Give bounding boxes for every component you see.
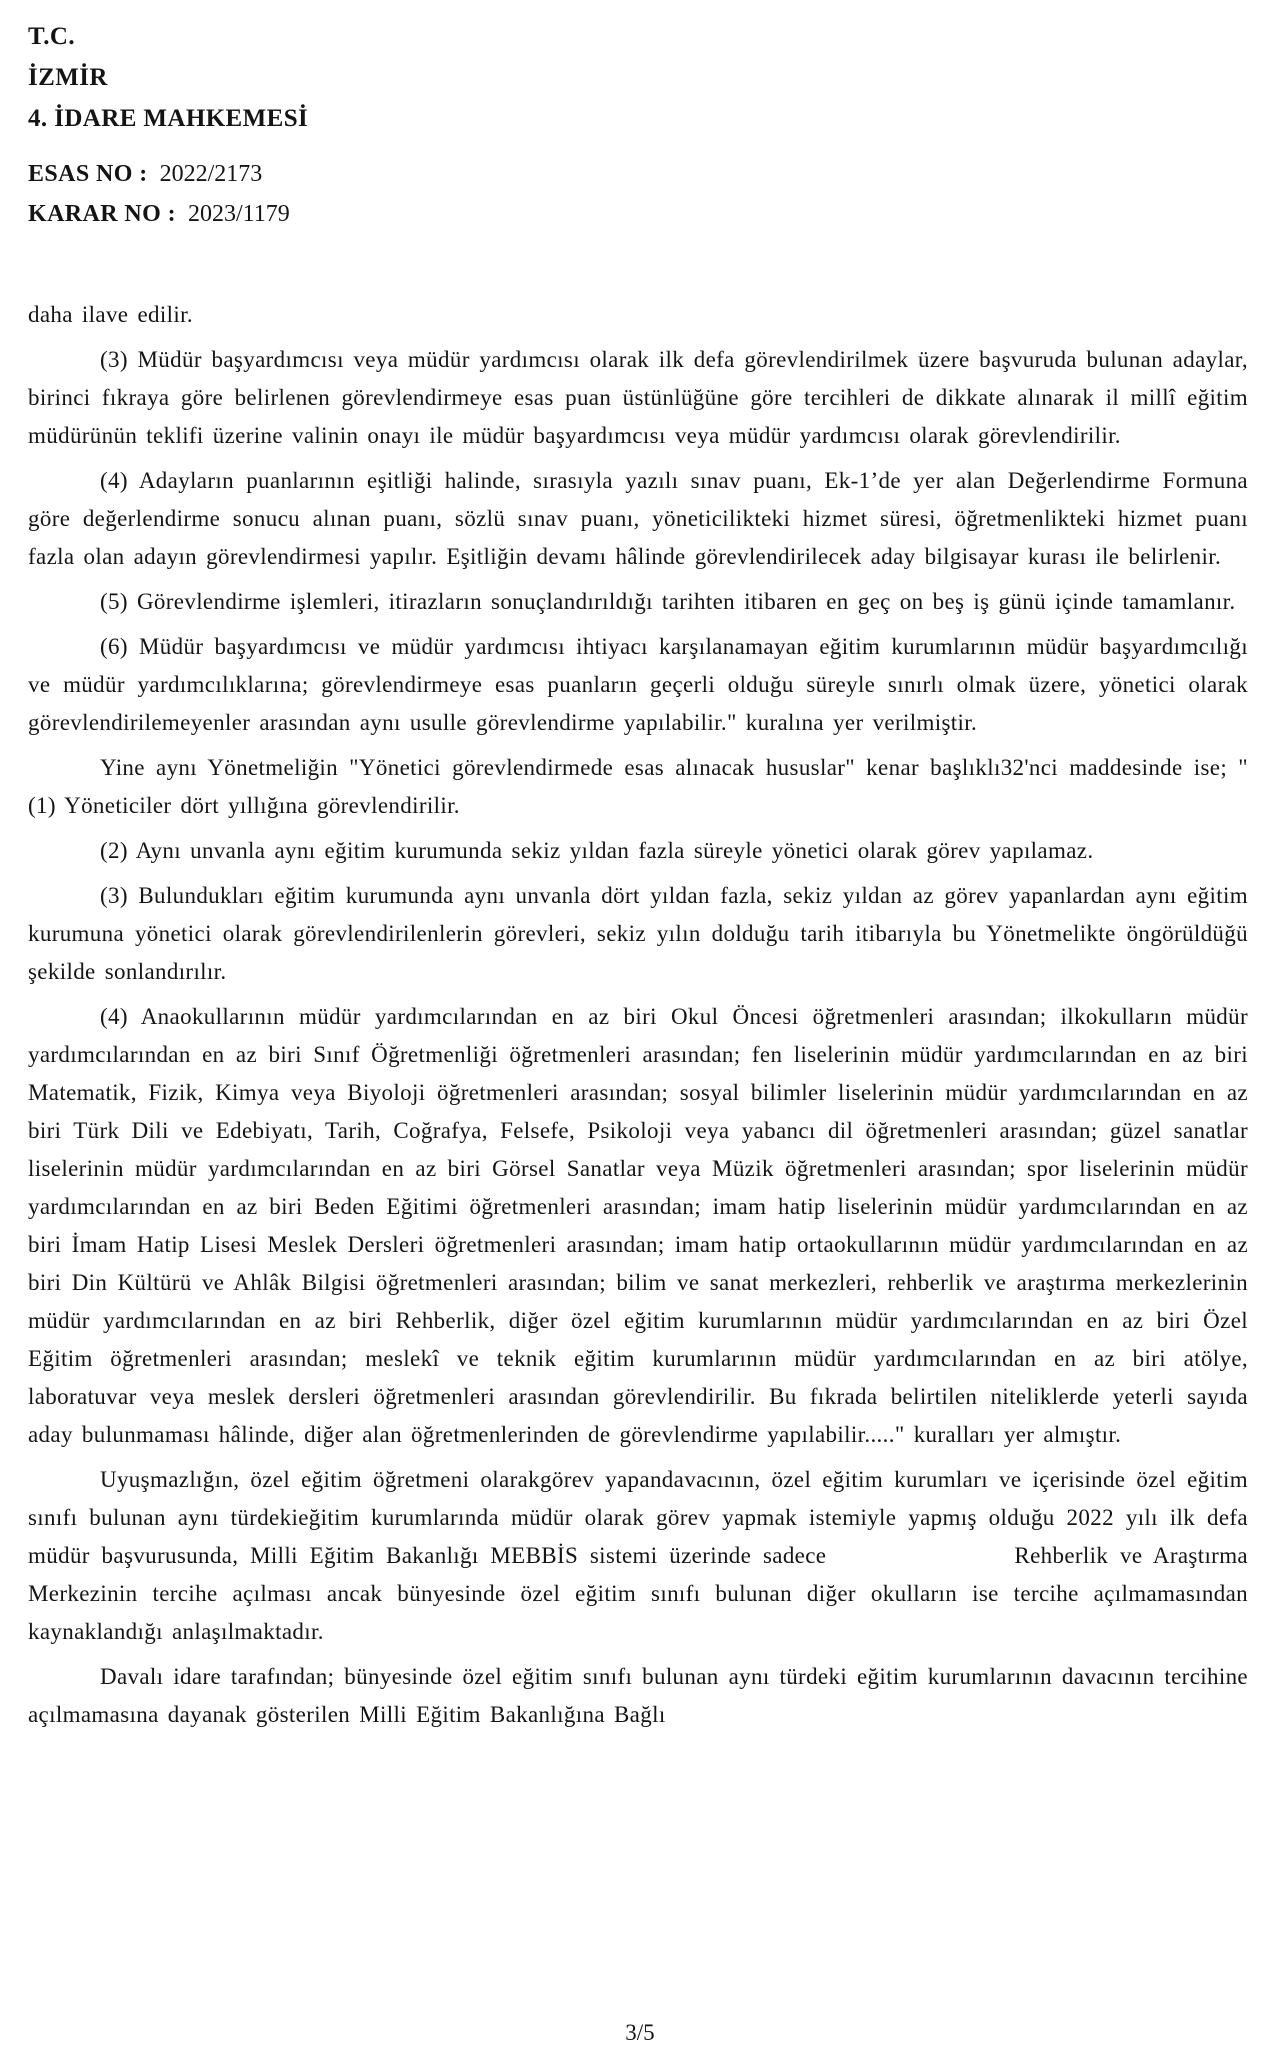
karar-no-value: 2023/1179 [188, 201, 290, 227]
dispute-summary-paragraph: Uyuşmazlığın, özel eğitim öğretmeni olarakgörev yapandavacının, özel eğitim kurumları ve içerisinde özel eğitim sınıfı bulunan aynı türdekieğitim kurumlarında müdür olarak görev yapmak istemiyle yapmış olduğu 2022 yılı ilk defa müdür başvurusunda, Milli Eğitim Bakanlığı MEBBİS sistemi üzerinde sadece Rehberlik ve Araştırma Merkezinin tercihe açılması ancak bünyesinde özel eğitim sınıfı bulunan diğer okulların ise tercihe açılmamasından kaynaklandığı anlaşılmaktadır. [28, 1467, 1248, 1644]
esas-no-value: 2022/2173 [159, 161, 263, 187]
court-header [28, 16, 1248, 139]
continuation-line: daha ilave edilir. [28, 302, 193, 327]
article-32-intro-paragraph: Yine aynı Yönetmeliğin "Yönetici görevlendirmede esas alınacak hususlar" kenar başlıklı32'nci maddesinde ise; "(1) Yöneticiler dört yıllığına görevlendirilir. [28, 755, 1248, 818]
clause-5-paragraph: (5) Görevlendirme işlemleri, itirazların sonuçlandırıldığı tarihten itibaren en geç on beş iş günü içinde tamamlanır. [100, 589, 1236, 614]
article-32-clause-2-paragraph: (2) Aynı unvanla aynı eğitim kurumunda sekiz yıldan fazla süreyle yönetici olarak görev yapılamaz. [100, 838, 1094, 863]
defendant-argument-paragraph: Davalı idare tarafından; bünyesinde özel eğitim sınıfı bulunan aynı türdeki eğitim kurumlarının davacının tercihine açılmamasına dayanak gösterilen Milli Eğitim Bakanlığına Bağlı [28, 1664, 1248, 1727]
decision-body [28, 296, 1248, 1734]
republic-label: T.C. [28, 23, 75, 50]
page-content [28, 16, 1248, 1741]
esas-no-line [28, 154, 1248, 194]
clause-3-paragraph: (3) Müdür başyardımcısı veya müdür yardımcısı olarak ilk defa görevlendirilmek üzere başvuruda bulunan adaylar, birinci fıkraya göre belirlenen görevlendirmeye esas puan üstünlüğüne göre tercihleri de dikkate alınarak il millî eğitim müdürünün teklifi üzerine valinin onayı ile müdür başyardımcısı veya müdür yardımcısı olarak görevlendirilir. [28, 347, 1248, 448]
clause-4-paragraph: (4) Adayların puanlarının eşitliği halinde, sırasıyla yazılı sınav puanı, Ek-1’de yer alan Değerlendirme Formuna göre değerlendirme sonucu alınan puanı, sözlü sınav puanı, yöneticilikteki hizmet süresi, öğretmenlikteki hizmet puanı fazla olan adayın görevlendirmesi yapılır. Eşitliğin devamı hâlinde görevlendirilecek aday bilgisayar kurası ile belirlenir. [28, 468, 1248, 569]
clause-6-paragraph: (6) Müdür başyardımcısı ve müdür yardımcısı ihtiyacı karşılanamayan eğitim kurumlarının müdür başyardımcılığı ve müdür yardımcılıklarına; görevlendirmeye esas puanların geçerli olduğu süreyle sınırlı olmak üzere, yönetici olarak görevlendirilemeyenler arasından aynı usulle görevlendirme yapılabilir." kuralına yer verilmiştir. [28, 634, 1248, 735]
page-number: 3/5 [625, 2020, 655, 2045]
article-32-clause-3-paragraph: (3) Bulundukları eğitim kurumunda aynı unvanla dört yıldan fazla, sekiz yıldan az görev yapanlardan aynı eğitim kurumuna yönetici olarak görevlendirilenlerin görevleri, sekiz yılın dolduğu tarih itibarıyla bu Yönetmelikte öngörüldüğü şekilde sonlandırılır. [28, 883, 1248, 984]
karar-no-label: KARAR NO : [28, 201, 176, 227]
city-name: İZMİR [28, 64, 108, 91]
esas-no-label: ESAS NO : [28, 161, 148, 187]
court-name: 4. İDARE MAHKEMESİ [28, 105, 309, 132]
article-32-clause-4-paragraph: (4) Anaokullarının müdür yardımcılarından en az biri Okul Öncesi öğretmenleri arasından; ilkokulların müdür yardımcılarından en az biri Sınıf Öğretmenliği öğretmenleri arasından; fen liselerinin müdür yardımcılarından en az biri Matematik, Fizik, Kimya veya Biyoloji öğretmenleri arasından; sosyal bilimler liselerinin müdür yardımcılarından en az biri Türk Dili ve Edebiyatı, Tarih, Coğrafya, Felsefe, Psikoloji veya yabancı dil öğretmenleri arasından; güzel sanatlar liselerinin müdür yardımcılarından en az biri Görsel Sanatlar veya Müzik öğretmenleri arasından; spor liselerinin müdür yardımcılarından en az biri Beden Eğitimi öğretmenleri arasından; imam hatip liselerinin müdür yardımcılarından en az biri İmam Hatip Lisesi Meslek Dersleri öğretmenleri arasından; imam hatip ortaokullarının müdür yardımcılarından en az biri Din Kültürü ve Ahlâk Bilgisi öğretmenleri arasından; bilim ve sanat merkezleri, rehberlik ve araştırma merkezlerinin müdür yardımcılarından en az biri Rehberlik, diğer özel eğitim kurumlarının müdür yardımcılarından en az biri Özel Eğitim öğretmenleri arasından; meslekî ve teknik eğitim kurumlarının müdür yardımcılarından en az biri atölye, laboratuvar veya meslek dersleri öğretmenleri arasından görevlendirilir. Bu fıkrada belirtilen niteliklerde yeterli sayıda aday bulunmaması hâlinde, diğer alan öğretmenlerinden de görevlendirme yapılabilir....." kuralları yer almıştır. [28, 1004, 1248, 1447]
karar-no-line [28, 194, 1248, 234]
case-numbers [28, 154, 1248, 234]
